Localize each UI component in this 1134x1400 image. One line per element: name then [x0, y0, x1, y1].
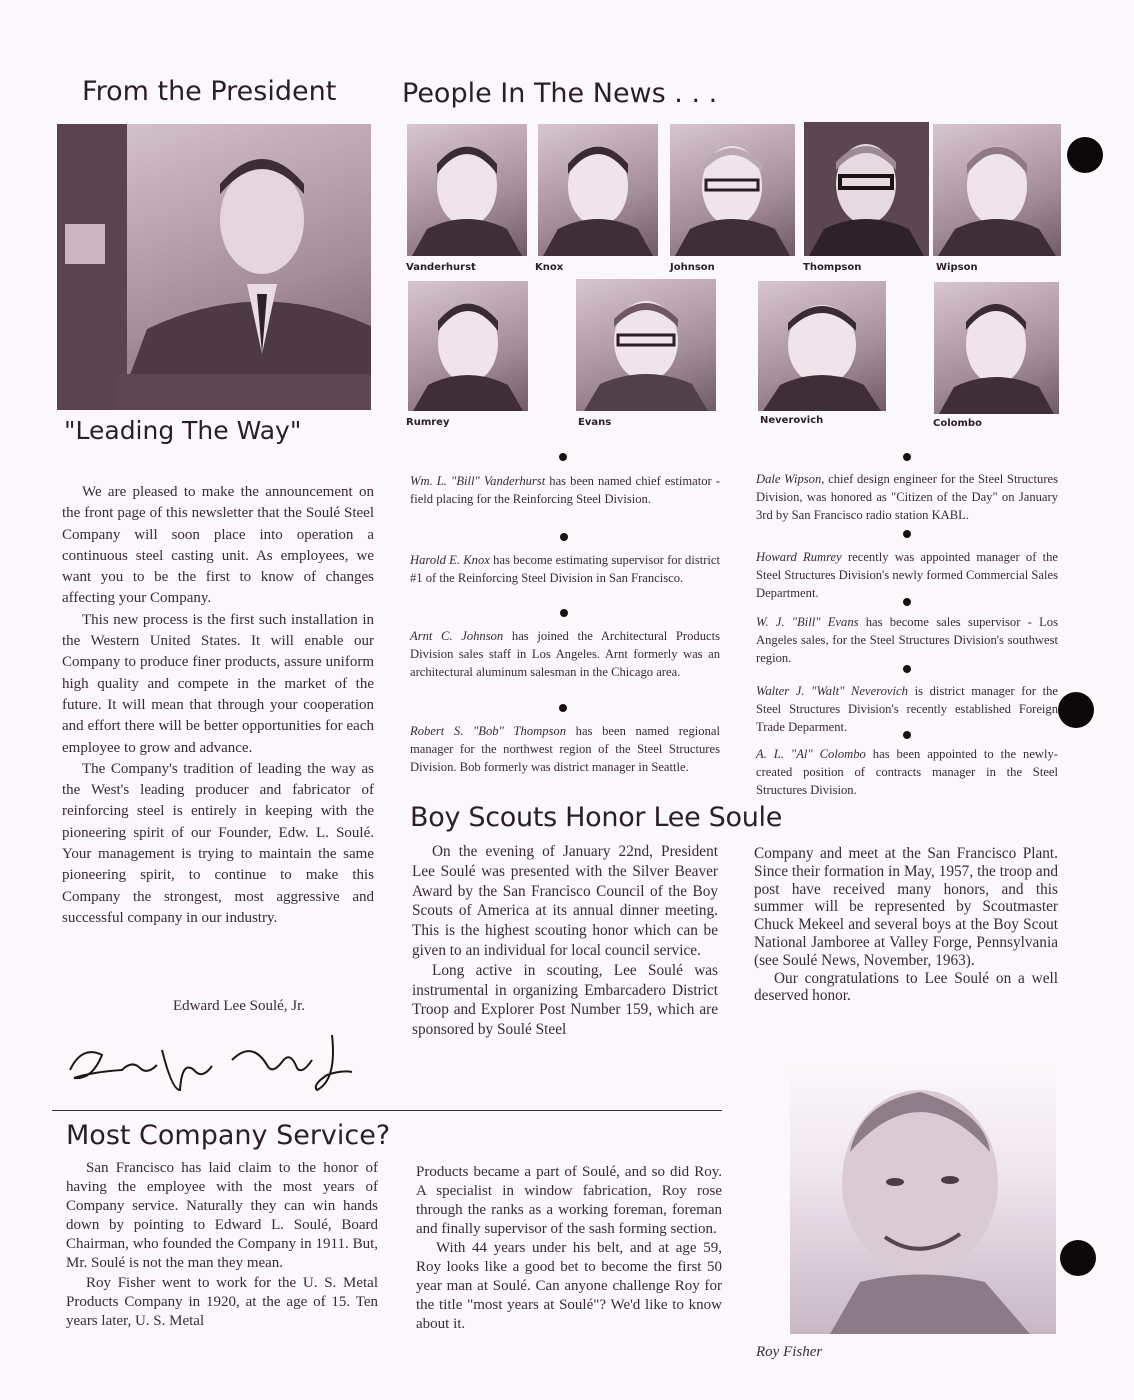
binder-hole-middle: [1058, 692, 1094, 728]
president-paragraph: We are pleased to make the announcement on the front page of this newsletter that the Soulé Steel Company will soon place into operation a continuous steel casting unit. As employees, we want you to be the first to know of changes affecting your Company.: [62, 484, 374, 607]
bullet-dot: [560, 609, 568, 617]
portrait-caption: Colombo: [933, 418, 982, 429]
bullet-dot: [903, 453, 911, 461]
portrait-vanderhurst: [407, 124, 527, 256]
news-item-vanderhurst: [410, 472, 720, 508]
portrait-caption: Vanderhurst: [406, 262, 476, 273]
portrait-caption: Thompson: [803, 262, 862, 273]
news-item-wipson: [756, 470, 1058, 524]
portrait-thompson: [804, 122, 929, 256]
roy-fisher-photo: [790, 1062, 1056, 1334]
scouts-paragraph: On the evening of January 22nd, President Lee Soulé was presented with the Silver Beaver Award by the San Francisco Council of the Boy Scouts of America at its annual dinner meeting. This is the highest scouting honor which can be given to an individual for local council service.: [412, 843, 718, 959]
scouts-paragraph: Long active in scouting, Lee Soulé was instrumental in organizing Embarcadero District Troop and Explorer Post Number 159, which are sponsored by Soulé Steel: [412, 961, 718, 1039]
bullet-dot: [903, 665, 911, 673]
news-item-text: is district manager for the Steel Structures Division's recently established Foreign Trade Deparment.: [756, 684, 1059, 734]
binder-hole-top: [1067, 137, 1103, 173]
president-letter: [62, 482, 374, 929]
news-item-text: has joined the Architectural Products Division sales staff in Los Angeles. Arnt formerly was an architectural aluminum salesman in the Chicago area.: [410, 629, 720, 679]
president-photo: [57, 124, 371, 410]
news-item-neverovich: [756, 682, 1058, 736]
news-item-text: recently was appointed manager of the Steel Structures Division's newly formed Commercial Sales Department.: [756, 550, 1059, 600]
bullet-dot: [903, 530, 911, 538]
portrait-knox: [538, 124, 658, 256]
scouts-heading: Boy Scouts Honor Lee Soule: [410, 802, 783, 833]
roy-fisher-caption: Roy Fisher: [756, 1344, 823, 1360]
news-item-text: , chief design engineer for the Steel Structures Division, was honored as "Citizen of the Day" on January 3rd by San Francisco radio station KABL.: [756, 472, 1058, 522]
portrait-rumrey: [408, 281, 528, 411]
section-divider: [52, 1110, 722, 1111]
service-article-col1: [66, 1159, 378, 1331]
news-item-name: A. L. "Al" Colombo: [756, 747, 866, 761]
president-paragraph: The Company's tradition of leading the way as the West's leading producer and fabricator of reinforcing steel is entirely in keeping with the pioneering spirit of our Founder, Edw. L. Soulé. Your management is trying to maintain the same pioneering spirit, to continue to make this Company the strongest, most aggressive and successful company in our industry.: [62, 760, 374, 926]
portrait-neverovich: [758, 281, 886, 411]
bullet-dot: [559, 453, 567, 461]
news-item-name: Robert S. "Bob" Thompson: [410, 724, 567, 738]
portrait-caption: Johnson: [670, 262, 715, 273]
bullet-dot: [559, 704, 567, 712]
news-item-knox: [410, 551, 720, 587]
president-heading: From the President: [82, 76, 337, 107]
service-paragraph: With 44 years under his belt, and at age 59, Roy looks like a good bet to become the first 50 year man at Soulé. Can anyone challenge Roy for the title "most years at Soulé"? We'd like to know about it.: [416, 1240, 722, 1332]
scouts-paragraph: Company and meet at the San Francisco Plant. Since their formation in May, 1957, the troop and post have received many honors, and this summer will be represented by Scoutmaster Chuck Mekeel and several boys at the Boy Scout National Jamboree at Valley Forge, Pennsylvania (see Soulé News, November, 1963).: [754, 845, 1058, 969]
portrait-wipson: [933, 124, 1061, 256]
scouts-article-col1: [412, 842, 718, 1040]
news-item-text: has been named regional manager for the northwest region of the Steel Structures Division. Bob formerly was district manager in Seattle.: [410, 724, 720, 774]
news-item-colombo: [756, 745, 1058, 799]
service-paragraph: San Francisco has laid claim to the honor of having the employee with the most years of Company service. Naturally they can win hands down by pointing to Edward L. Soulé, Board Chairman, who founded the Company in 1911. But, Mr. Soulé is not the man they mean.: [66, 1160, 378, 1272]
news-item-text: has become estimating supervisor for district #1 of the Reinforcing Steel Division in San Francisco.: [410, 553, 720, 585]
president-signature: [62, 1020, 362, 1100]
news-item-rumrey: [756, 548, 1058, 602]
portrait-caption: Knox: [535, 262, 564, 273]
news-item-evans: [756, 613, 1058, 667]
service-paragraph: Products became a part of Soulé, and so did Roy. A specialist in window fabrication, Roy rose through the ranks as a working foreman, foreman and finally supervisor of the sash forming section.: [416, 1164, 722, 1237]
portrait-caption: Evans: [578, 417, 612, 428]
portrait-caption: Neverovich: [760, 415, 824, 426]
news-heading: People In The News . . .: [402, 78, 718, 109]
scouts-article-col2: [754, 845, 1058, 1005]
scouts-paragraph: Our congratulations to Lee Soulé on a well deserved honor.: [754, 969, 1058, 1005]
news-item-thompson: [410, 722, 720, 776]
bullet-dot: [560, 533, 568, 541]
news-item-name: Howard Rumrey: [756, 550, 842, 564]
news-item-text: has become sales supervisor - Los Angeles sales, for the Steel Structures Division's southwest region.: [756, 615, 1058, 665]
portrait-colombo: [934, 282, 1059, 414]
portrait-evans: [576, 279, 716, 411]
bullet-dot: [903, 598, 911, 606]
bullet-dot: [903, 731, 911, 739]
service-paragraph: Roy Fisher went to work for the U. S. Metal Products Company in 1920, at the age of 15. Ten years later, U. S. Metal: [66, 1274, 378, 1329]
news-item-text: has been named chief estimator - field placing for the Reinforcing Steel Division.: [410, 474, 720, 506]
service-heading: Most Company Service?: [66, 1120, 391, 1151]
news-item-name: Harold E. Knox: [410, 553, 490, 567]
binder-hole-bottom: [1060, 1240, 1096, 1276]
news-item-name: Dale Wipson: [756, 472, 822, 486]
portrait-caption: Rumrey: [406, 417, 450, 428]
president-subheading: "Leading The Way": [64, 416, 302, 445]
news-item-name: Arnt C. Johnson: [410, 629, 504, 643]
service-article-col2: [416, 1163, 722, 1334]
portrait-johnson: [670, 124, 795, 256]
news-item-name: Walter J. "Walt" Neverovich: [756, 684, 908, 698]
president-signoff: Edward Lee Soulé, Jr.: [173, 998, 306, 1014]
news-item-name: W. J. "Bill" Evans: [756, 615, 859, 629]
news-item-text: has been appointed to the newly-created position of contracts manager in the Steel Structures Division.: [756, 747, 1059, 797]
news-item-name: Wm. L. "Bill" Vanderhurst: [410, 474, 546, 488]
president-paragraph: This new process is the first such installation in the Western United States. It will enable our Company to produce finer products, assure uniform high quality and compete in the market of the future. It will mean that through your cooperation and effort there will be better opportunities for each employee to grow and advance.: [62, 611, 374, 756]
portrait-caption: Wipson: [936, 262, 978, 273]
news-item-johnson: [410, 627, 720, 681]
